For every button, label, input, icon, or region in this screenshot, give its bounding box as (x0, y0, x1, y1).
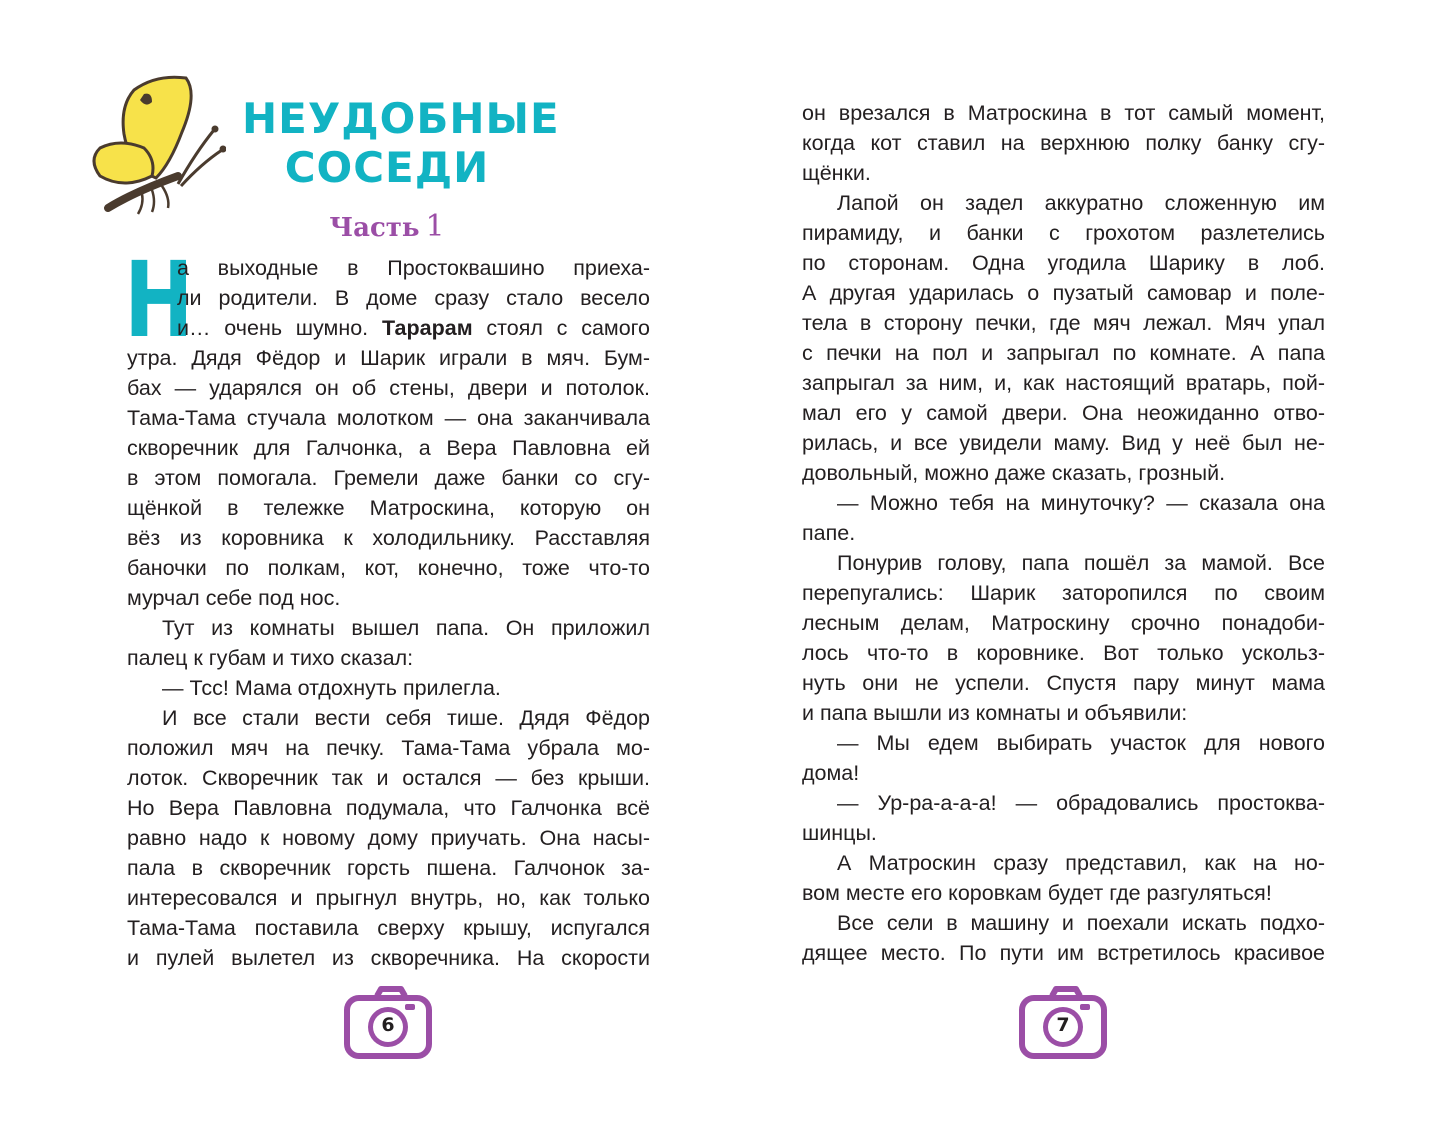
chapter-part-heading (242, 207, 532, 248)
text-fragment: стоял с самого (472, 316, 650, 340)
text-line: А другая ударилась о пузатый самовар и поле- (802, 281, 1325, 305)
text-line: Тут из комнаты вышел папа. Он приложил (162, 616, 650, 640)
page-number: 6 (381, 1014, 395, 1036)
text-line: — Можно тебя на минуточку? — сказала она (837, 491, 1325, 515)
text-line: и пулей вылетел из скворечника. На скорости (127, 946, 650, 970)
text-line: интересовался и прыгнул внутрь, но, как только (127, 886, 650, 910)
text-line: А Матроскин сразу представил, как на но- (837, 851, 1325, 875)
text-line: Лапой он задел аккуратно сложенную им (837, 191, 1325, 215)
text-line: бах — ударялся он об стены, двери и потолок. (127, 376, 650, 400)
text-line: он врезался в Матроскина в тот самый момент, (802, 101, 1325, 125)
text-line: — Мы едем выбирать участок для нового (837, 731, 1325, 755)
text-line: пала в скворечник горсть пшена. Галчонок за- (127, 856, 650, 880)
chapter-title (242, 94, 560, 192)
page-number: 7 (1056, 1014, 1070, 1036)
text-line: лось что-то в коровнике. Вот только ускольз- (802, 641, 1325, 665)
text-line (127, 313, 650, 343)
butterfly-illustration (86, 72, 226, 217)
text-line: с печки на пол и запрыгал по комнате. А папа (802, 341, 1325, 365)
text-line: — Ур-ра-а-а-а! — обрадовались простоква- (837, 791, 1325, 815)
text-line: довольный, можно даже сказать, грозный. (802, 461, 1226, 485)
text-line: И все стали вести себя тише. Дядя Фёдор (162, 706, 650, 730)
text-line: мал его у самой двери. Она неожиданно отво- (802, 401, 1325, 425)
text-line: нуть они не успели. Спустя пару минут мама (802, 671, 1325, 695)
chapter-title-line-2: СОСЕДИ (284, 143, 490, 192)
chapter-title-line-1: НЕУДОБНЫЕ (242, 94, 560, 143)
part-label: Часть (329, 213, 420, 243)
bold-word: Тарарам (381, 316, 473, 340)
text-line: тела в сторону печки, где мяч лежал. Мяч упал (802, 311, 1325, 335)
text-line: в этом помогала. Гремели даже банки со сгу- (127, 466, 650, 490)
text-line: Понурив голову, папа пошёл за мамой. Все (837, 551, 1325, 575)
text-line: щёнкой в тележке Матроскина, которую он (127, 496, 650, 520)
part-number: 1 (425, 209, 445, 244)
text-line: дящее место. По пути им встретилось красивое (802, 941, 1325, 965)
text-line: шинцы. (802, 821, 877, 845)
text-line: Тама-Тама стучала молотком — она заканчивала (127, 406, 650, 430)
left-page-body-text (127, 253, 650, 973)
text-line: Но Вера Павловна подумала, что Галчонка всё (127, 796, 650, 820)
text-line: пирамиду, и банки с грохотом разлетелись (802, 221, 1325, 245)
text-line: по сторонам. Одна угодила Шарику в лоб. (802, 251, 1325, 275)
text-line: а выходные в Простоквашино приеха- (177, 256, 650, 280)
text-line: вёз из коровника к холодильнику. Расставляя (127, 526, 650, 550)
text-line: вом месте его коровкам будет где разгуляться! (802, 881, 1272, 905)
drop-cap-letter: Н (124, 239, 194, 361)
text-line: палец к губам и тихо сказал: (127, 646, 414, 670)
right-page (724, 0, 1449, 1125)
text-line: дома! (802, 761, 860, 785)
text-line: перепугались: Шарик заторопился по своим (802, 581, 1325, 605)
right-page-body-text (802, 98, 1325, 968)
text-line: щёнки. (802, 161, 871, 185)
text-line: ли родители. В доме сразу стало весело (177, 286, 650, 310)
text-line: когда кот ставил на верхнюю полку банку сгу- (802, 131, 1325, 155)
text-fragment: и… очень шумно. (177, 316, 369, 340)
text-line: папе. (802, 521, 856, 545)
text-line: утра. Дядя Фёдор и Шарик играли в мяч. Бум- (127, 346, 650, 370)
text-line: лоток. Скворечник так и остался — без крыши. (127, 766, 650, 790)
text-line: — Тсс! Мама отдохнуть прилегла. (162, 676, 501, 700)
text-line: Все сели в машину и поехали искать подхо- (837, 911, 1325, 935)
text-line: и папа вышли из комнаты и объявили: (802, 701, 1188, 725)
text-line: мурчал себе под нос. (127, 586, 341, 610)
text-line: запрыгал за ним, и, как настоящий вратарь, пой- (802, 371, 1325, 395)
text-line: равно надо к новому дому приучать. Она насы- (127, 826, 650, 850)
text-line: рилась, и все увидели маму. Вид у неё был не- (802, 431, 1325, 455)
text-line: лесным делам, Матроскину срочно понадоби- (802, 611, 1325, 635)
left-page (0, 0, 724, 1125)
text-line: Тама-Тама поставила сверху крышу, испугался (127, 916, 650, 940)
text-line: скворечник для Галчонка, а Вера Павловна ей (127, 436, 650, 460)
text-line: баночки по полкам, кот, конечно, тоже что-то (127, 556, 650, 580)
text-line: положил мяч на печку. Тама-Тама убрала мо- (127, 736, 650, 760)
page-number-badge (343, 986, 433, 1060)
page-number-badge (1018, 986, 1108, 1060)
